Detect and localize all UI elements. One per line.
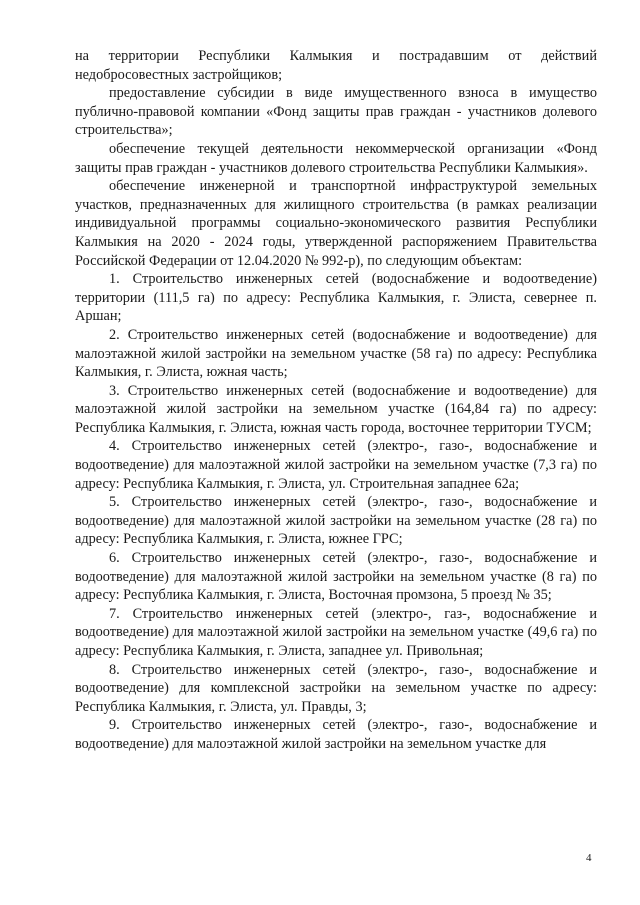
paragraph-infrastructure: обеспечение инженерной и транспортной инфраструктурой земельных участков, предназначенных для жилищного строительства (в рамках реализации индивидуальной программы социально-экономического развития Республики Калмыкия на 2020 - 2024 годы, утвержденной распоряжением Правительства Российской Федерации от 12.04.2020 № 992-р), по следующим объектам: [75,178,597,269]
list-item-6: 6. Строительство инженерных сетей (электро-, газо-, водоснабжение и водоотведение) для малоэтажной жилой застройки на земельном участке (8 га) по адресу: Республика Калмыкия, г. Элиста, Восточная промзона, 5 проезд № 35; [75,550,597,604]
page-number: 4 [586,852,592,864]
paragraph-subsidy: предоставление субсидии в виде имущественного взноса в имущество публично-правовой компании «Фонд защиты прав граждан - участников долевого строительства»; [75,85,597,139]
document-body [75,47,597,754]
list-item-2: 2. Строительство инженерных сетей (водоснабжение и водоотведение) для малоэтажной жилой застройки на земельном участке (58 га) по адресу: Республика Калмыкия, г. Элиста, южная часть; [75,326,597,381]
list-item-5: 5. Строительство инженерных сетей (электро-, газо-, водоснабжение и водоотведение) для малоэтажной жилой застройки на земельном участке (28 га) по адресу: Республика Калмыкия, г. Элиста, южнее ГРС; [75,494,597,548]
list-item-9: 9. Строительство инженерных сетей (электро-, газо-, водоснабжение и водоотведение) для малоэтажной жилой застройки на земельном участке для [75,717,597,752]
list-item-7: 7. Строительство инженерных сетей (электро-, газ-, водоснабжение и водоотведение) для малоэтажной жилой застройки на земельном участке (49,6 га) по адресу: Республика Калмыкия, г. Элиста, западнее ул. Привольная; [75,605,597,659]
list-item-4: 4. Строительство инженерных сетей (электро-, газо-, водоснабжение и водоотведение) для малоэтажной жилой застройки на земельном участке (7,3 га) по адресу: Республика Калмыкия, г. Элиста, ул. Строительная западнее 62а; [75,438,597,492]
paragraph-continuation: на территории Республики Калмыкия и пострадавшим от действий недобросовестных застройщиков; [75,48,597,83]
list-item-1: 1. Строительство инженерных сетей (водоснабжение и водоотведение) территории (111,5 га) по адресу: Республика Калмыкия, г. Элиста, севернее п. Аршан; [75,271,597,325]
paragraph-fund-activity: обеспечение текущей деятельности некоммерческой организации «Фонд защиты прав граждан - участников долевого строительства Республики Калмыкия». [75,140,597,176]
list-item-8: 8. Строительство инженерных сетей (электро-, газо-, водоснабжение и водоотведение) для комплексной застройки на земельном участке по адресу: Республика Калмыкия, г. Элиста, ул. Правды, 3; [75,661,597,715]
list-item-3: 3. Строительство инженерных сетей (водоснабжение и водоотведение) для малоэтажной жилой застройки на земельном участке (164,84 га) по адресу: Республика Калмыкия, г. Элиста, южная часть города, восточнее территории ТУСМ; [75,382,597,436]
